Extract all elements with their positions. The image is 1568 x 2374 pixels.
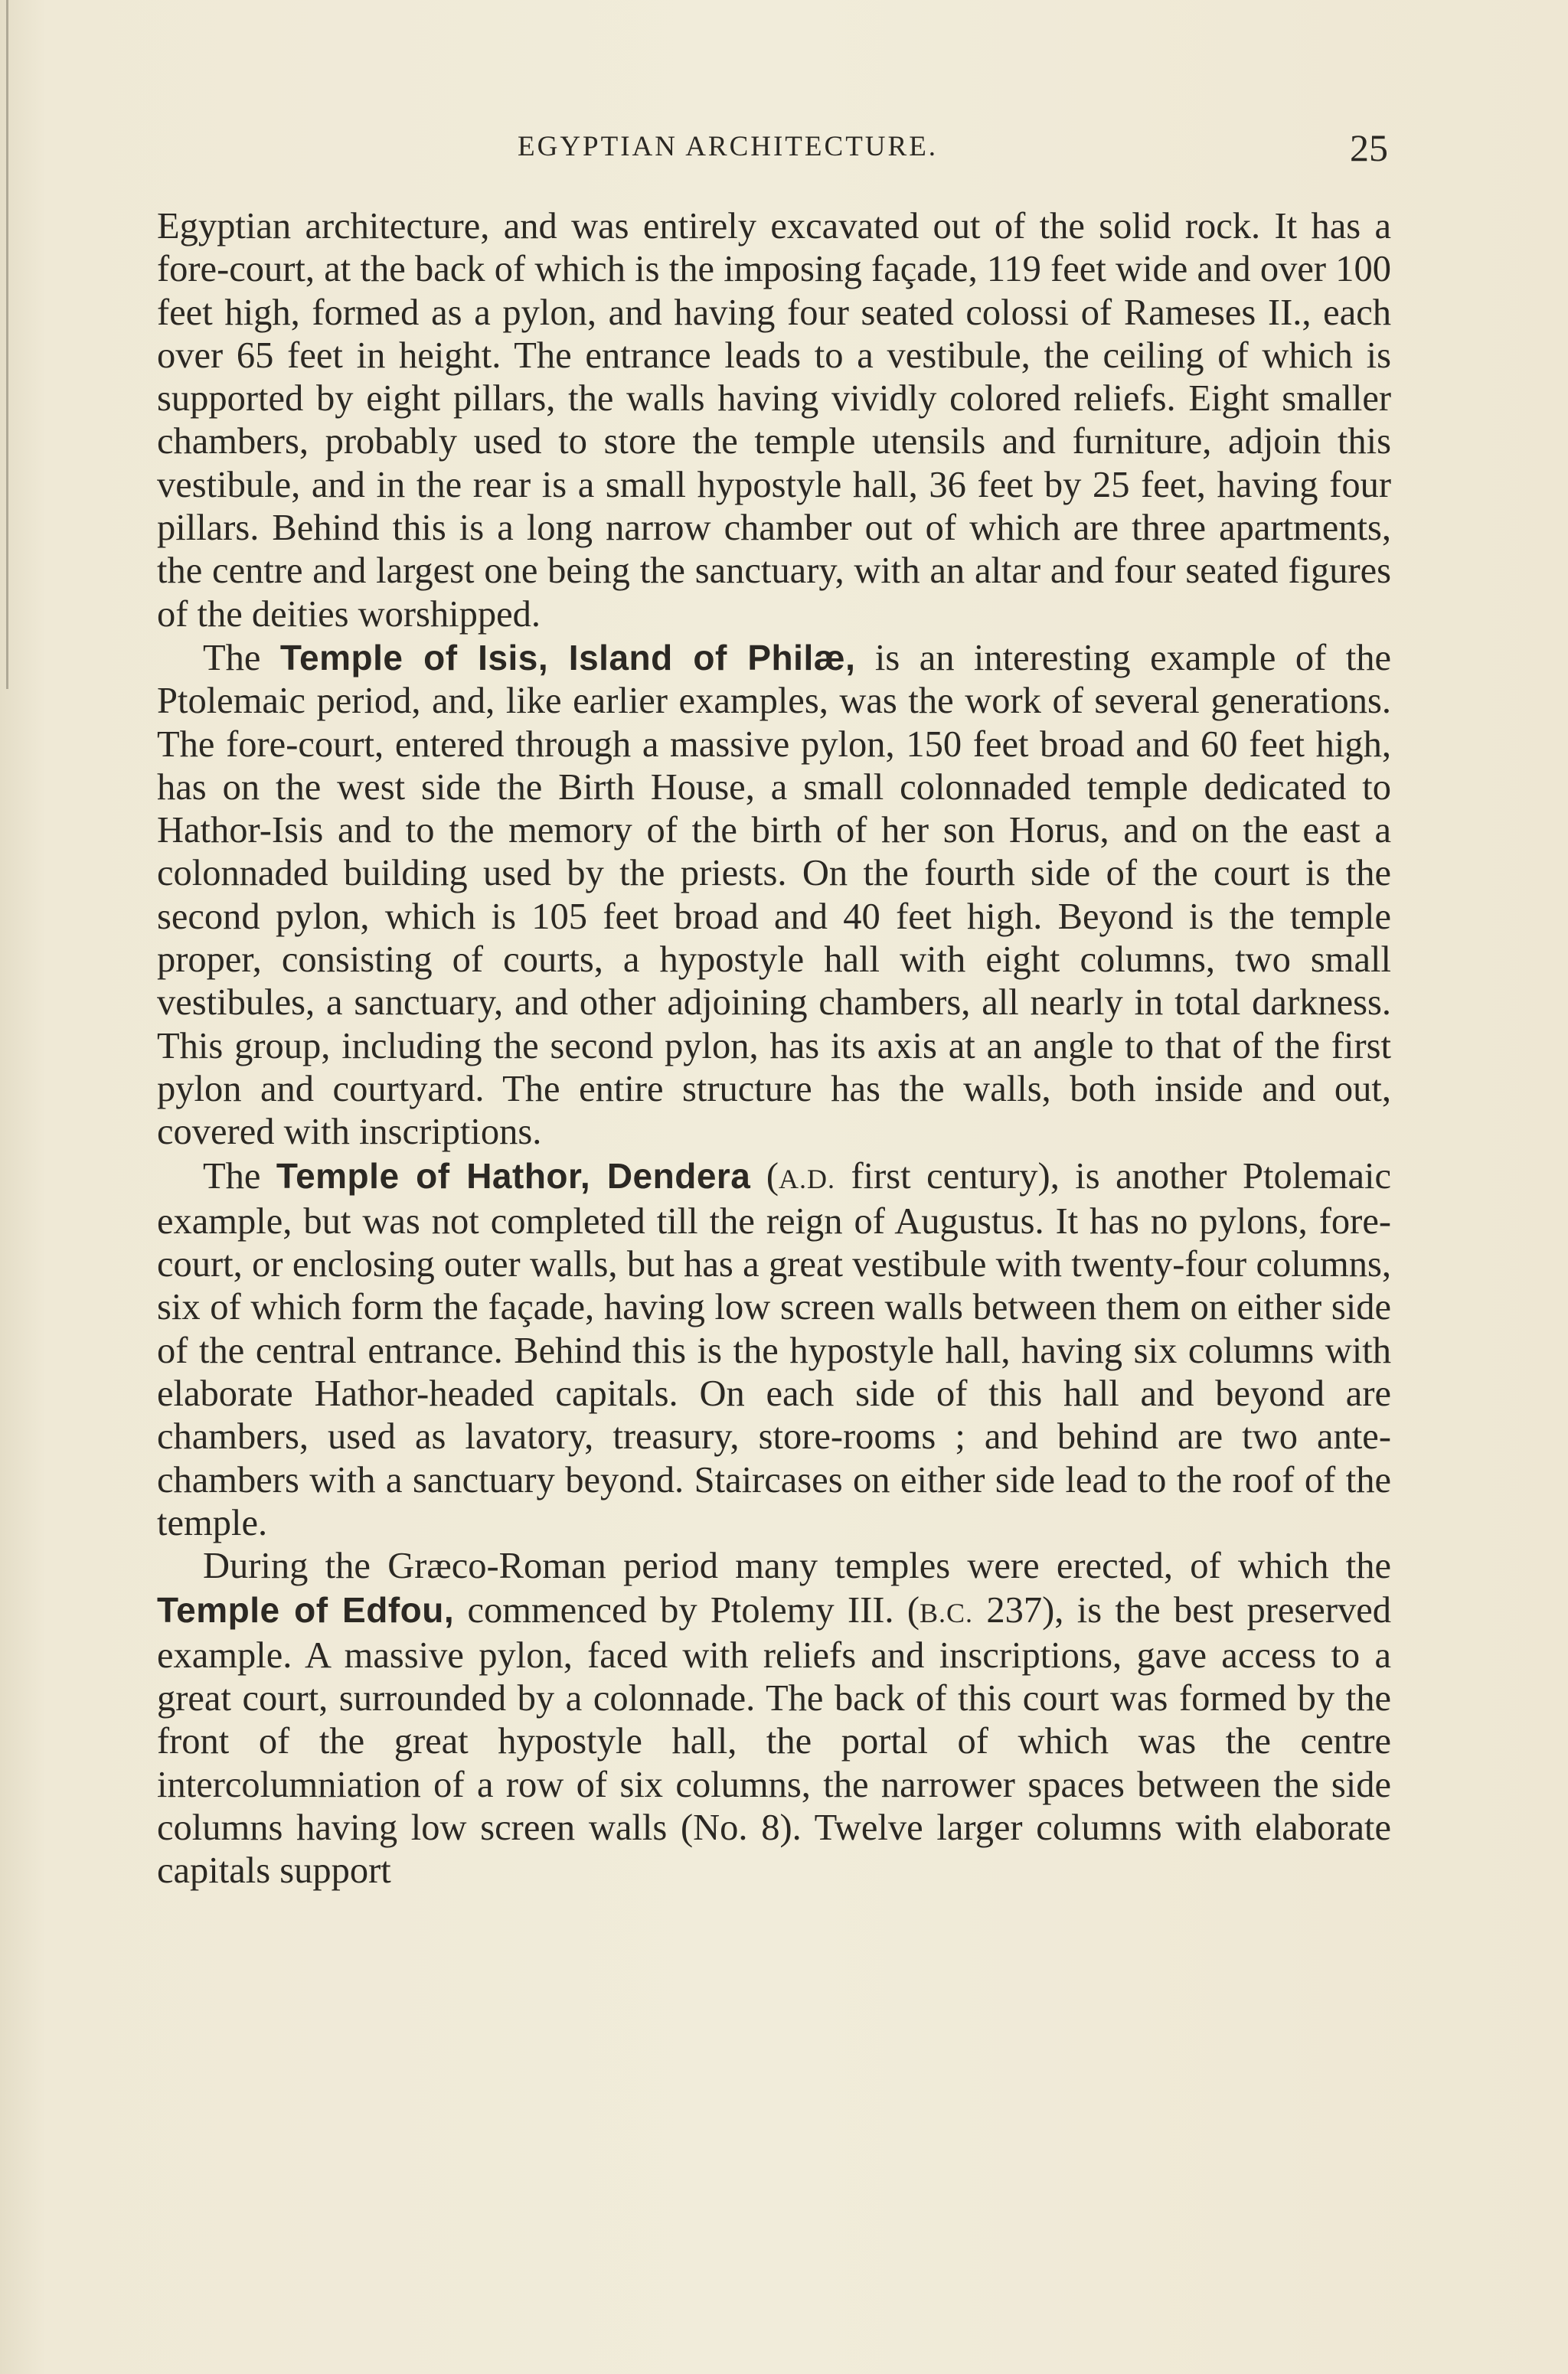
running-title: EGYPTIAN ARCHITECTURE. <box>518 131 939 162</box>
body-text <box>157 205 1391 1893</box>
temple-heading-hathor: Temple of Hathor, Dendera <box>276 1155 751 1196</box>
paragraph-temple-of-isis <box>157 636 1391 1154</box>
running-head <box>0 126 1568 176</box>
paragraph-text: first century), is another Ptolemaic example, but was not completed till the reign of Augustus. It has no pylons, fore-court, or enclosing outer walls, but has a great vestibule with twenty-four columns, six of which form the façade, having low screen walls between them on either side of the central entrance. Behind this is the hypostyle hall, having six columns with elaborate Hathor-headed capitals. On each side of this hall and beyond are chambers, used as lavatory, treasury, store-rooms ; and behind are two ante-chambers with a sanctuary beyond. Staircases on either side lead to the roof of the temple. <box>157 1155 1392 1543</box>
paragraph-text: is an interesting example of the Ptolemaic period, and, like earlier examples, was the work of several generations. The fore-court, entered through a massive pylon, 150 feet broad and 60 feet high, has on the west side the Birth House, a small colonnaded temple dedicated to Hathor-Isis and to the memory of the birth of her son Horus, and on the east a colonnaded building used by the priests. On the fourth side of the court is the second pylon, which is 105 feet broad and 40 feet high. Beyond is the temple proper, consisting of courts, a hypostyle hall with eight columns, two small vestibules, a sanctuary, and other adjoining chambers, all nearly in total darkness. This group, including the second pylon, has its axis at an angle to that of the first pylon and courtyard. The entire structure has the walls, both inside and out, covered with inscriptions. <box>157 637 1391 1153</box>
temple-heading-edfou: Temple of Edfou, <box>157 1589 455 1630</box>
paragraph-abu-simbel-continued <box>157 205 1391 636</box>
paragraph-lead: The <box>203 1155 276 1197</box>
page-number: 25 <box>1350 126 1388 169</box>
paragraph-temple-of-edfou <box>157 1545 1391 1892</box>
paragraph-lead: During the Græco-Roman period many temples were erected, of which the <box>203 1546 1391 1587</box>
paragraph-temple-of-hathor <box>157 1154 1391 1546</box>
page-edge-shadow <box>6 0 8 689</box>
era-abbreviation: B.C. <box>920 1597 974 1628</box>
paragraph-pre: ( <box>750 1155 779 1197</box>
temple-heading-isis: Temple of Isis, Island of Philæ, <box>279 637 856 678</box>
paragraph-text: Egyptian architecture, and was entirely excavated out of the solid rock. It has a fore-court, at the back of which is the imposing façade, 119 feet wide and over 100 feet high, formed as a pylon, and having four seated colossi of Rameses II., each over 65 feet in height. The entrance leads to a vestibule, the ceiling of which is supported by eight pillars, the walls having vividly colored reliefs. Eight smaller chambers, probably used to store the temple utensils and furniture, adjoin this vestibule, and in the rear is a small hypostyle hall, 36 feet by 25 feet, having four pillars. Behind this is a long narrow chamber out of which are three apartments, the centre and largest one being the sanctuary, with an altar and four seated figures of the deities worshipped. <box>157 206 1391 635</box>
paragraph-lead: The <box>203 637 280 678</box>
paragraph-text: 237), is the best preserved example. A massive pylon, faced with reliefs and inscriptions, gave access to a great court, surrounded by a colonnade. The back of this court was formed by the front of the great hypostyle hall, the portal of which was the centre intercolumniation of a row of six columns, the narrower spaces between the side columns having low screen walls (No. 8). Twelve larger columns with elaborate capitals support <box>157 1589 1391 1892</box>
era-abbreviation: A.D. <box>779 1163 836 1194</box>
paragraph-pre: commenced by Ptolemy III. ( <box>454 1589 920 1631</box>
